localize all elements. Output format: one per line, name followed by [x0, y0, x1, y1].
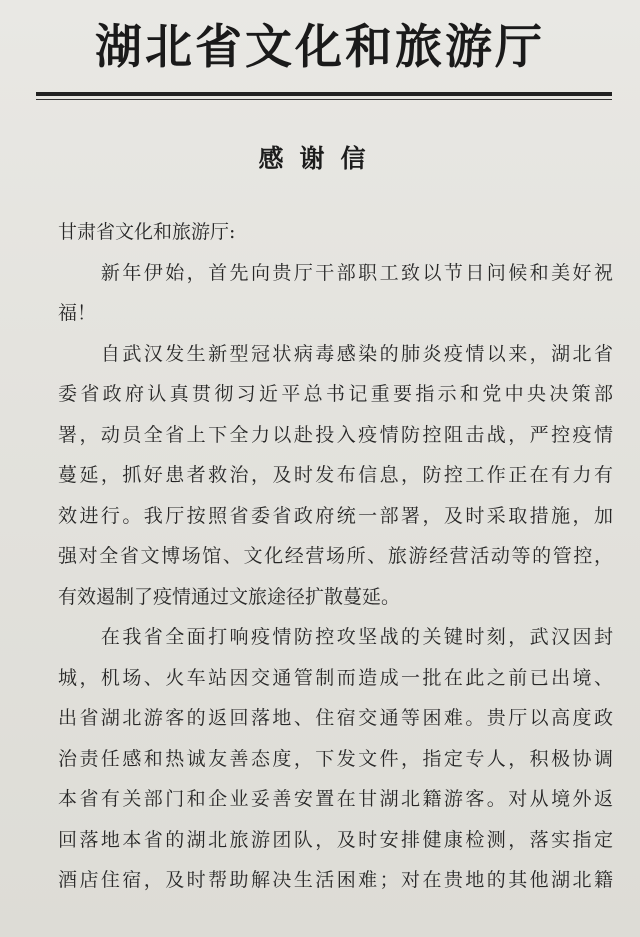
letterhead-rule-thin [36, 99, 612, 100]
body-line: 回落地本省的湖北旅游团队，及时安排健康检测，落实指定 [58, 828, 613, 851]
body-line: 治责任感和热诚友善态度，下发文件，指定专人，积极协调 [58, 747, 613, 770]
body-line: 蔓延，抓好患者救治，及时发布信息，防控工作正在有力有 [58, 464, 613, 486]
body-line: 委省政府认真贯彻习近平总书记重要指示和党中央决策部 [58, 383, 613, 405]
body-line: 署，动员全省上下全力以赴投入疫情防控阻击战，严控疫情 [58, 423, 613, 446]
body-line: 出省湖北游客的返回落地、住宿交通等困难。贵厅以高度政 [58, 707, 613, 729]
body-line: 本省有关部门和企业妥善安置在甘湖北籍游客。对从境外返 [58, 788, 613, 810]
body-line: 强对全省文博场馆、文化经营场所、旅游经营活动等的管控， [58, 545, 613, 567]
body-line: 新年伊始，首先向贵厅干部职工致以节日问候和美好祝 [58, 261, 613, 284]
body-line: 效进行。我厅按照省委省政府统一部署，及时采取措施，加 [58, 504, 613, 527]
letterhead-rule-thick [36, 92, 612, 96]
salutation: 甘肃省文化和旅游厅: [58, 221, 236, 243]
document-title: 感谢信 [258, 144, 382, 173]
body-line: 城，机场、火车站因交通管制而造成一批在此之前已出境、 [58, 666, 613, 689]
letter-body [58, 212, 613, 901]
letterhead-title: 湖北省文化和旅游厅 [95, 20, 545, 75]
body-line: 福！ [58, 302, 97, 324]
body-line: 酒店住宿，及时帮助解决生活困难；对在贵地的其他湖北籍 [58, 869, 613, 891]
body-line: 有效遏制了疫情通过文旅途径扩散蔓延。 [58, 585, 401, 608]
body-line: 在我省全面打响疫情防控攻坚战的关键时刻，武汉因封 [58, 626, 613, 648]
body-line: 自武汉发生新型冠状病毒感染的肺炎疫情以来，湖北省 [58, 342, 613, 365]
